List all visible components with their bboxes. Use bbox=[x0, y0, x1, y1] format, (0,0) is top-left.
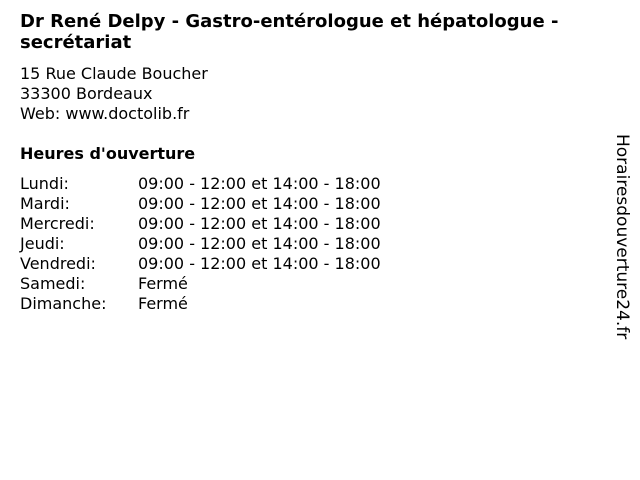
address-city: 33300 Bordeaux bbox=[20, 84, 153, 103]
hours-row-samedi bbox=[20, 274, 381, 294]
day-label: Mercredi: bbox=[20, 214, 95, 233]
day-hours: 09:00 - 12:00 et 14:00 - 18:00 bbox=[138, 254, 381, 273]
hours-row-jeudi bbox=[20, 234, 381, 254]
day-label: Samedi: bbox=[20, 274, 86, 293]
address-block bbox=[20, 64, 208, 124]
hours-row-mardi bbox=[20, 194, 381, 214]
address-web: Web: www.doctolib.fr bbox=[20, 104, 190, 123]
day-label: Lundi: bbox=[20, 174, 69, 193]
address-street: 15 Rue Claude Boucher bbox=[20, 64, 208, 83]
day-label: Mardi: bbox=[20, 194, 70, 213]
day-hours: Fermé bbox=[138, 294, 188, 313]
hours-row-dimanche bbox=[20, 294, 381, 314]
opening-hours-heading: Heures d'ouverture bbox=[20, 144, 196, 163]
day-hours: 09:00 - 12:00 et 14:00 - 18:00 bbox=[138, 174, 381, 193]
day-hours: 09:00 - 12:00 et 14:00 - 18:00 bbox=[138, 234, 381, 253]
day-hours: 09:00 - 12:00 et 14:00 - 18:00 bbox=[138, 194, 381, 213]
day-hours: 09:00 - 12:00 et 14:00 - 18:00 bbox=[138, 214, 381, 233]
day-label: Vendredi: bbox=[20, 254, 96, 273]
page-title: Dr René Delpy - Gastro-entérologue et hépatologue - secrétariat bbox=[20, 11, 559, 53]
day-label: Dimanche: bbox=[20, 294, 107, 313]
day-label: Jeudi: bbox=[20, 234, 65, 253]
day-hours: Fermé bbox=[138, 274, 188, 293]
hours-row-mercredi bbox=[20, 214, 381, 234]
hours-row-lundi bbox=[20, 174, 381, 194]
opening-hours-list bbox=[20, 174, 381, 314]
hours-row-vendredi bbox=[20, 254, 381, 274]
site-watermark: Horairesdouverture24.fr bbox=[612, 134, 632, 340]
